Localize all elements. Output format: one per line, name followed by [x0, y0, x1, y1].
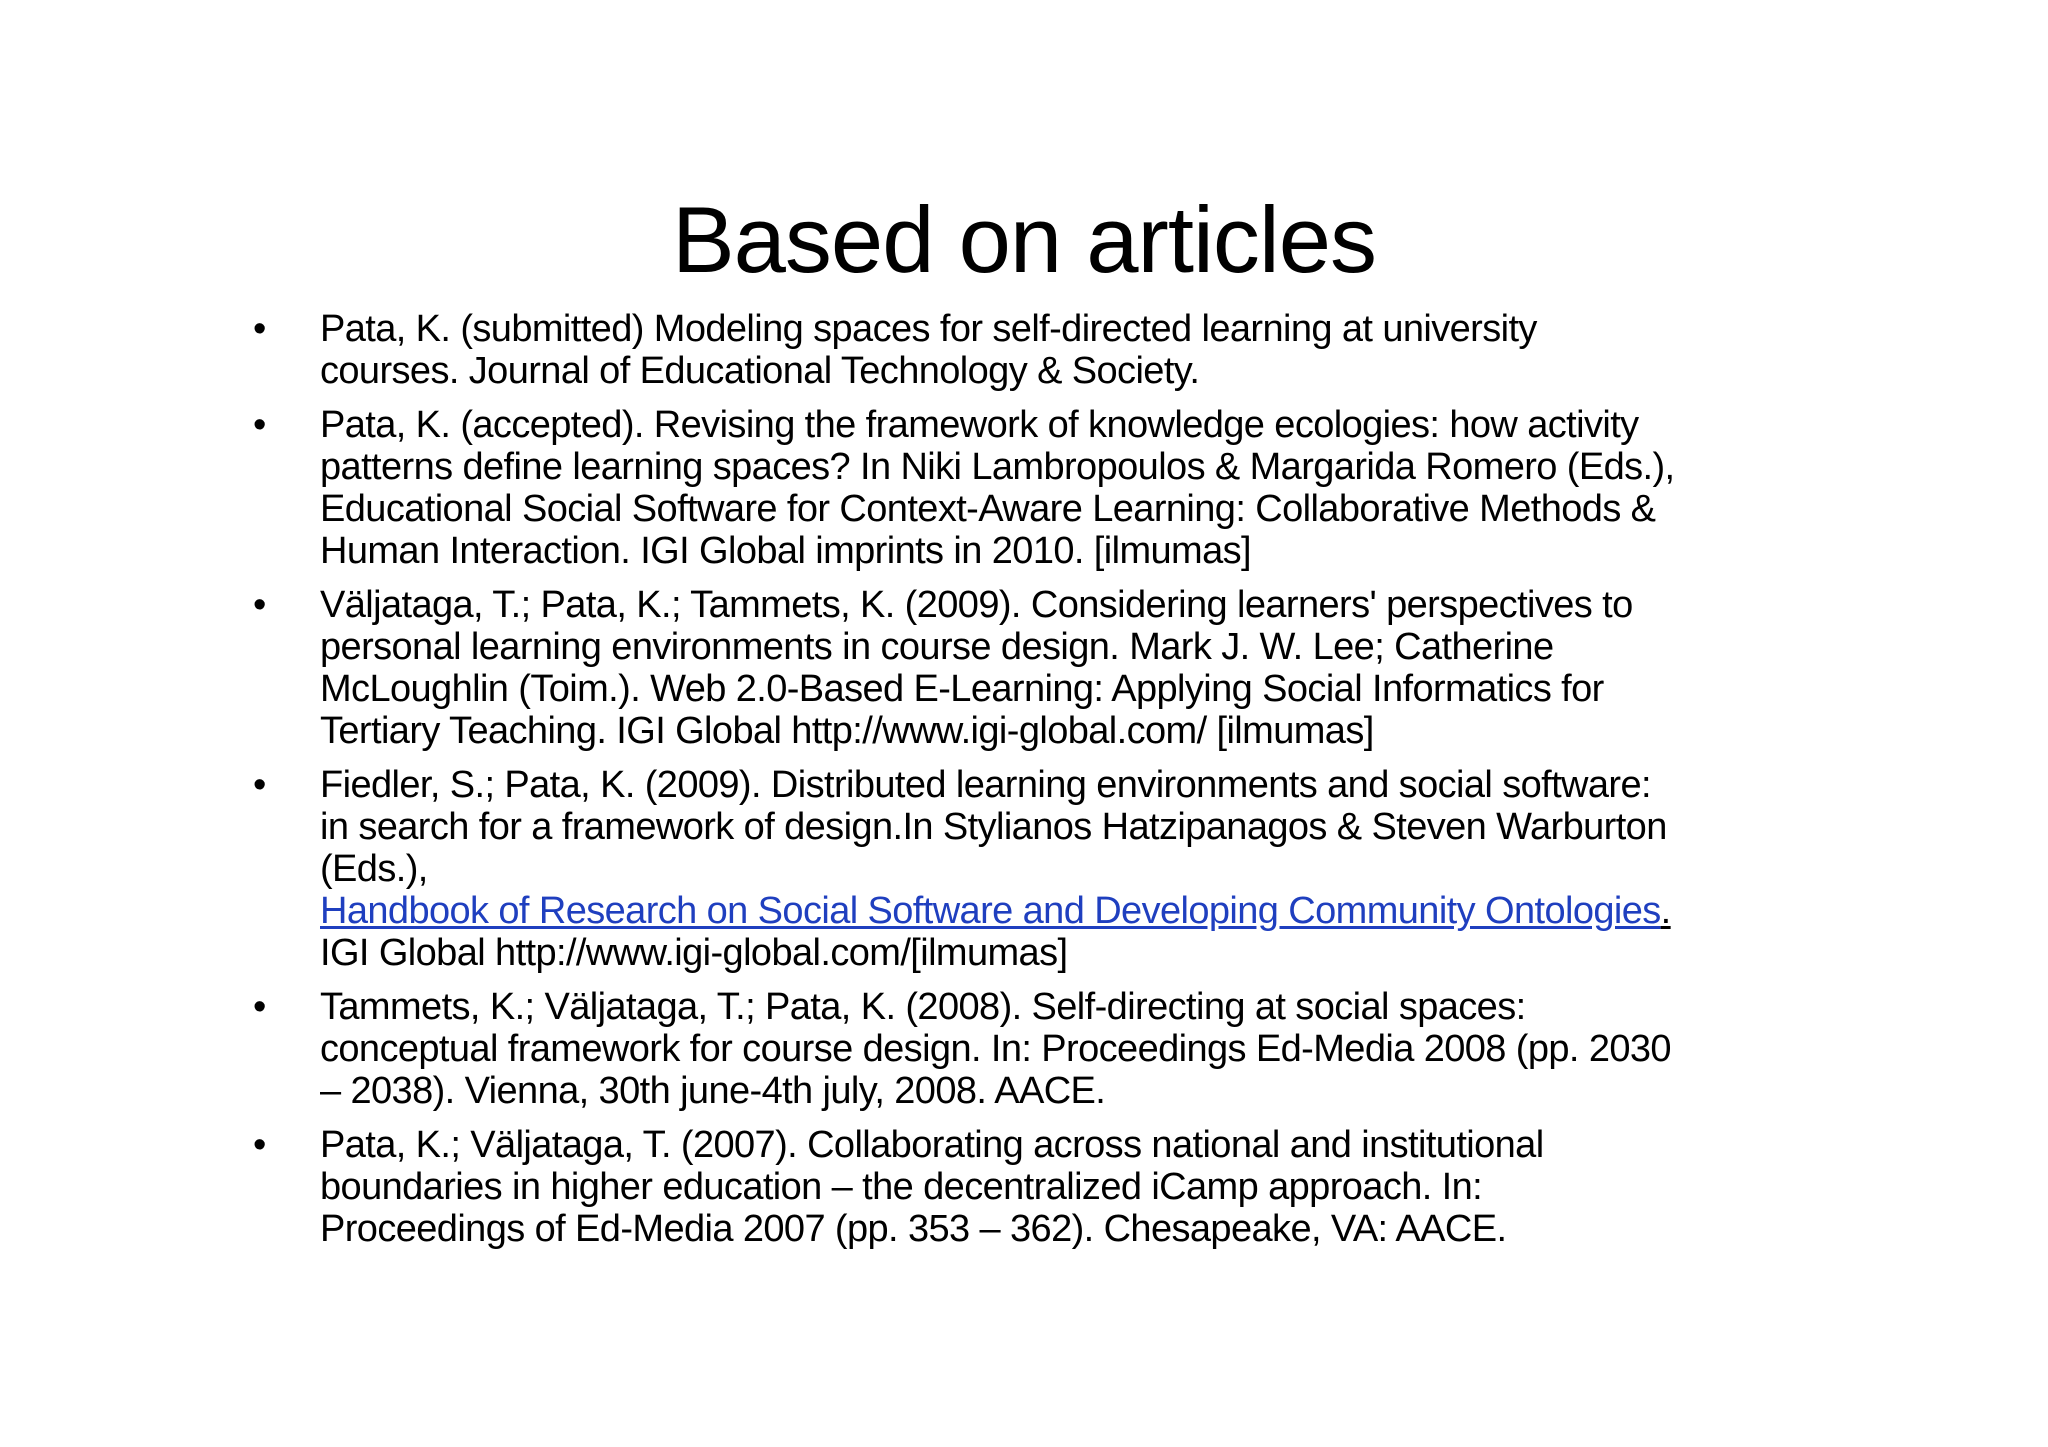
bullet-icon: •: [253, 308, 266, 350]
reference-link-line: [320, 890, 1820, 932]
reference-line: Proceedings of Ed-Media 2007 (pp. 353 – 362). Chesapeake, VA: AACE.: [320, 1208, 1507, 1250]
reference-item: [253, 404, 1820, 572]
reference-item: [253, 764, 1820, 974]
reference-line: Pata, K. (accepted). Revising the framework of knowledge ecologies: how activity: [320, 404, 1639, 446]
reference-line: conceptual framework for course design. In: Proceedings Ed-Media 2008 (pp. 2030: [320, 1028, 1671, 1070]
bullet-icon: •: [253, 404, 266, 446]
reference-line: Human Interaction. IGI Global imprints in 2010. [ilmumas]: [320, 530, 1251, 572]
reference-item: [253, 584, 1820, 752]
reference-line: Tammets, K.; Väljataga, T.; Pata, K. (2008). Self-directing at social spaces:: [320, 986, 1526, 1028]
reference-item: [253, 1124, 1820, 1250]
reference-line: Pata, K. (submitted) Modeling spaces for self-directed learning at university: [320, 308, 1537, 350]
reference-line: boundaries in higher education – the decentralized iCamp approach. In:: [320, 1166, 1483, 1208]
reference-line: personal learning environments in course design. Mark J. W. Lee; Catherine: [320, 626, 1554, 668]
reference-line: Väljataga, T.; Pata, K.; Tammets, K. (2009). Considering learners' perspectives to: [320, 584, 1633, 626]
bullet-icon: •: [253, 584, 266, 626]
bullet-icon: •: [253, 1124, 266, 1166]
link-suffix: .: [1660, 890, 1671, 932]
reference-line: Pata, K.; Väljataga, T. (2007). Collaborating across national and institutional: [320, 1124, 1544, 1166]
reference-line: Tertiary Teaching. IGI Global http://www.igi-global.com/ [ilmumas]: [320, 710, 1374, 752]
slide-title: Based on articles: [671, 187, 1377, 292]
reference-item: [253, 308, 1820, 392]
handbook-link[interactable]: Handbook of Research on Social Software and Developing Community Ontologies: [320, 890, 1661, 932]
reference-line: Educational Social Software for Context-Aware Learning: Collaborative Methods &: [320, 488, 1656, 530]
reference-line: (Eds.),: [320, 848, 428, 890]
bullet-icon: •: [253, 764, 266, 806]
reference-line: in search for a framework of design.In Stylianos Hatzipanagos & Steven Warburton: [320, 806, 1667, 848]
reference-item: [253, 986, 1820, 1112]
reference-list: [253, 308, 1820, 1262]
reference-line: McLoughlin (Toim.). Web 2.0-Based E-Learning: Applying Social Informatics for: [320, 668, 1604, 710]
reference-line: Fiedler, S.; Pata, K. (2009). Distributed learning environments and social software:: [320, 764, 1651, 806]
reference-line: courses. Journal of Educational Technology & Society.: [320, 350, 1200, 392]
reference-line: IGI Global http://www.igi-global.com/[ilmumas]: [320, 932, 1068, 974]
reference-line: patterns define learning spaces? In Niki Lambropoulos & Margarida Romero (Eds.),: [320, 446, 1675, 488]
reference-line: – 2038). Vienna, 30th june-4th july, 2008. AACE.: [320, 1070, 1106, 1112]
bullet-icon: •: [253, 986, 266, 1028]
